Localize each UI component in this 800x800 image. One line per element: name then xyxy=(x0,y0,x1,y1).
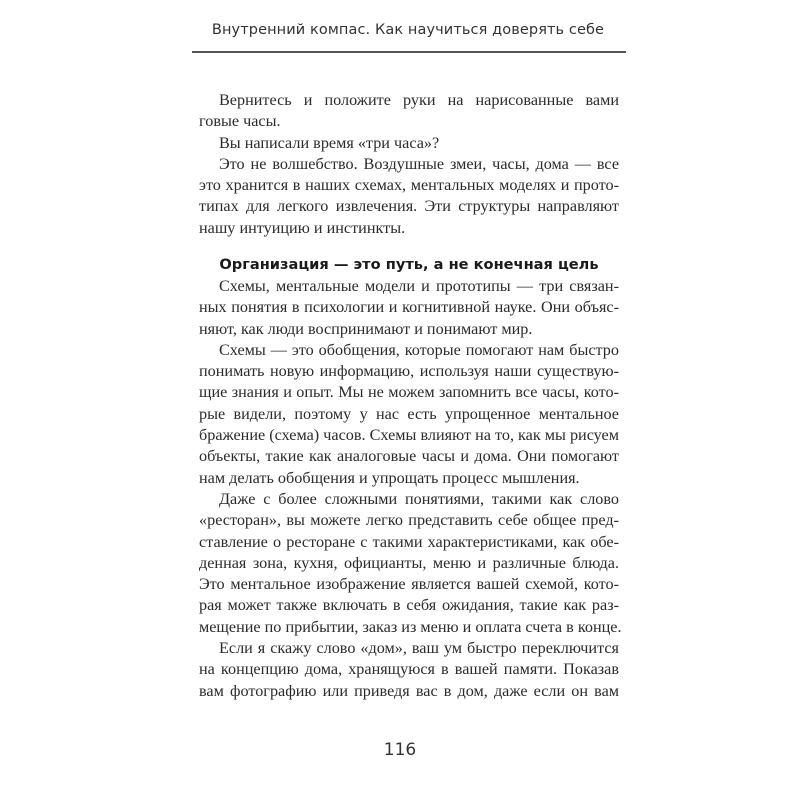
paragraph-line: ставление о ресторане с такими характеристиками, как обе- xyxy=(199,532,619,551)
paragraph-line: Вы написали время «три часа»? xyxy=(219,133,440,152)
paragraph-line: Это не волшебство. Воздушные змеи, часы, дома — все xyxy=(219,154,619,173)
paragraph-line: мещение по прибытии, заказ из меню и оплата счета в конце. xyxy=(199,617,622,636)
paragraph-line: денная зона, кухня, официанты, меню и различные блюда. xyxy=(199,553,619,572)
paragraph-line: понимать новую информацию, используя наши существую- xyxy=(199,362,619,381)
header-rule xyxy=(192,51,626,53)
paragraph-line: щие знания и опыт. Мы не можем запомнить все часы, кото- xyxy=(199,383,619,402)
paragraph-line: нам делать обобщения и упрощать процесс мышления. xyxy=(199,468,580,487)
section-heading: Организация — это путь, а не конечная цель xyxy=(219,256,599,273)
paragraph-line: на концепцию дома, хранящуюся в вашей памяти. Показав xyxy=(199,660,619,679)
paragraph-line: «ресторан», вы можете легко представить себе общее пред- xyxy=(199,511,619,530)
paragraph-line: рые видели, поэтому у нас есть упрощенное ментальное xyxy=(199,404,619,423)
running-head: Внутренний компас. Как научиться доверять себе xyxy=(211,22,605,38)
paragraph-line: рая может также включать в себя ожидания, такие как раз- xyxy=(199,596,619,615)
paragraph-line: Схемы — это обобщения, которые помогают нам быстро xyxy=(219,340,619,359)
paragraph-line: Вернитесь и положите руки на нарисованные вами xyxy=(219,91,619,109)
paragraph-line: няют, как люди воспринимают и понимают мир. xyxy=(199,319,533,338)
text-block-section xyxy=(199,276,622,702)
paragraph-line: бражение (схема) часов. Схемы влияют на то, как мы рисуем xyxy=(199,426,619,445)
text-block-intro xyxy=(199,90,619,239)
paragraph-line: говые часы. xyxy=(199,112,281,131)
paragraph-line: Даже с более сложными понятиями, такими как слово xyxy=(219,489,619,508)
paragraph-line: ных понятия в психологии и когнитивной науке. Они объяс- xyxy=(199,298,619,317)
paragraph-line: объекты, такие как аналоговые часы и дома. Они помогают xyxy=(199,447,619,466)
paragraph-line: это хранится в наших схемах, ментальных моделях и прото- xyxy=(199,176,619,195)
paragraph-line: вам фотографию или приведя вас в дом, даже если он вам xyxy=(199,681,619,700)
paragraph-line: Схемы, ментальные модели и прототипы — три связан- xyxy=(219,277,619,295)
paragraph-line: Это ментальное изображение является вашей схемой, кото- xyxy=(199,575,619,594)
paragraph-line: нашу интуицию и инстинкты. xyxy=(199,218,406,237)
paragraph-line: Если я скажу слово «дом», ваш ум быстро переключится xyxy=(219,639,619,658)
paragraph-line: типах для легкого извлечения. Эти структуры направляют xyxy=(199,197,619,216)
page-number: 116 xyxy=(383,740,417,760)
